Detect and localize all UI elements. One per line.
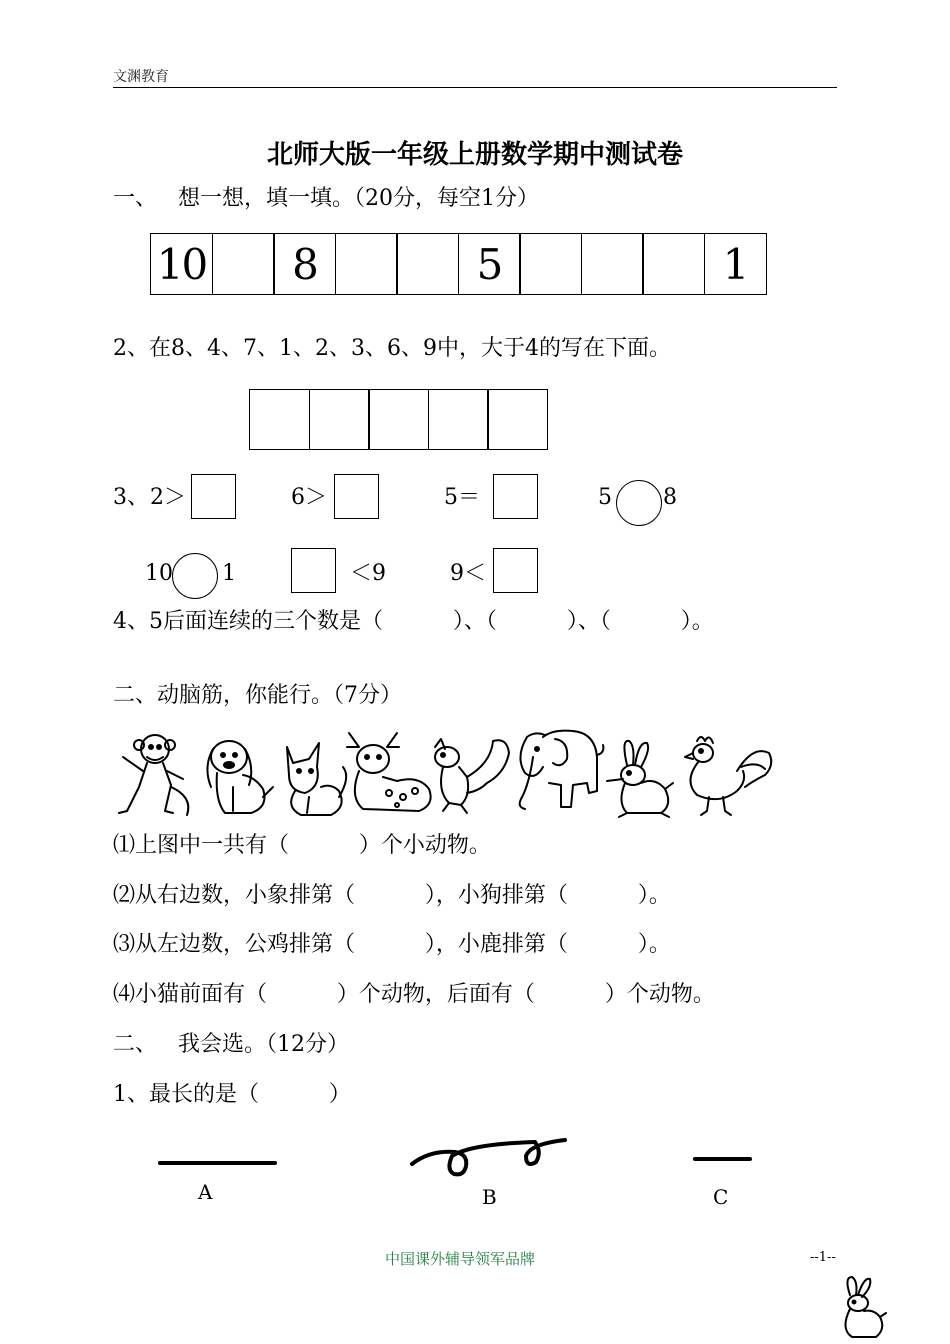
rabbit-logo-icon	[830, 1275, 890, 1341]
page-number: --1--	[810, 1250, 836, 1265]
page-title: 北师大版一年级上册数学期中测试卷	[266, 140, 683, 170]
question-2-text: 2、在8、4、7、1、2、3、6、9中，大于4的写在下面。	[113, 336, 671, 361]
compare-d-answer-circle[interactable]	[616, 480, 662, 526]
elephant-icon	[520, 731, 604, 809]
compare-g-left: 9＜	[450, 561, 486, 586]
section2-question-4: ⑷小猫前面有（ ）个动物，后面有（ ）个动物。	[113, 982, 715, 1007]
compare-e-right: 1	[222, 561, 236, 586]
compare-b-left: 6＞	[291, 485, 327, 510]
sequence-cell[interactable]	[273, 233, 336, 295]
answer-cell[interactable]	[249, 389, 310, 450]
sequence-cell[interactable]	[212, 233, 275, 295]
sequence-cell[interactable]	[704, 233, 767, 295]
question-4-text: 4、5后面连续的三个数是（ ）、（ ）、（ ）。	[113, 609, 714, 634]
answer-cell[interactable]	[428, 389, 489, 450]
sequence-value: 8	[292, 239, 317, 289]
sequence-cell[interactable]	[396, 233, 459, 295]
sequence-value: 5	[476, 239, 502, 289]
answer-cell[interactable]	[487, 389, 548, 450]
sequence-value: 1	[722, 239, 748, 289]
sequence-value: 10	[156, 239, 207, 289]
animals-illustration	[113, 727, 778, 819]
answer-grid-greater-than-4	[249, 389, 548, 450]
compare-g-answer-box[interactable]	[493, 548, 538, 593]
option-b-label: B	[482, 1185, 497, 1209]
squirrel-icon	[435, 739, 509, 813]
sequence-cell[interactable]	[150, 233, 213, 295]
section2-question-2: ⑵从右边数，小象排第（ ），小狗排第（ ）。	[113, 883, 671, 908]
sequence-cell[interactable]	[458, 233, 521, 295]
option-a-label: A	[198, 1180, 213, 1204]
section1-heading: 一、 想一想，填一填。（20分，每空1分）	[113, 186, 539, 211]
compare-a-left: 2＞	[150, 485, 186, 510]
section2-question-3: ⑶从左边数，公鸡排第（ ），小鹿排第（ ）。	[113, 932, 671, 957]
cat-icon	[287, 743, 346, 815]
sequence-cell[interactable]	[335, 233, 398, 295]
line-b-curly	[412, 1140, 565, 1174]
compare-c-left: 5＝	[444, 485, 480, 510]
compare-d-left: 5	[598, 485, 612, 510]
answer-cell[interactable]	[309, 389, 370, 450]
monkey-icon	[119, 735, 188, 815]
header-divider	[113, 87, 837, 88]
compare-f-right: ＜9	[350, 561, 386, 586]
compare-b-answer-box[interactable]	[334, 474, 379, 519]
number-sequence-grid	[150, 233, 767, 295]
section3-question-1: 1、最长的是（ ）	[113, 1082, 351, 1107]
compare-a-answer-box[interactable]	[191, 474, 236, 519]
deer-icon	[347, 733, 431, 811]
line-options-figure	[150, 1130, 770, 1190]
compare-e-answer-circle[interactable]	[172, 553, 218, 599]
header-org-name: 文渊教育	[113, 69, 169, 85]
sequence-cell[interactable]	[519, 233, 582, 295]
answer-cell[interactable]	[368, 389, 429, 450]
dog-icon	[207, 741, 273, 813]
footer-slogan: 中国课外辅导领军品牌	[384, 1250, 535, 1268]
rooster-icon	[685, 737, 771, 815]
sequence-cell[interactable]	[642, 233, 705, 295]
section2-question-1: ⑴上图中一共有（ ）个小动物。	[113, 833, 491, 858]
option-c-label: C	[713, 1185, 729, 1209]
question-3-label: 3、	[113, 485, 149, 510]
compare-c-answer-box[interactable]	[493, 474, 538, 519]
compare-f-answer-box[interactable]	[291, 548, 336, 593]
compare-e-left: 10	[145, 561, 173, 586]
section3-heading: 二、 我会选。（12分）	[113, 1032, 349, 1057]
rabbit-icon	[607, 741, 673, 817]
compare-d-right: 8	[663, 485, 677, 510]
section2-heading: 二、动脑筋，你能行。（7分）	[113, 683, 402, 708]
sequence-cell[interactable]	[581, 233, 644, 295]
